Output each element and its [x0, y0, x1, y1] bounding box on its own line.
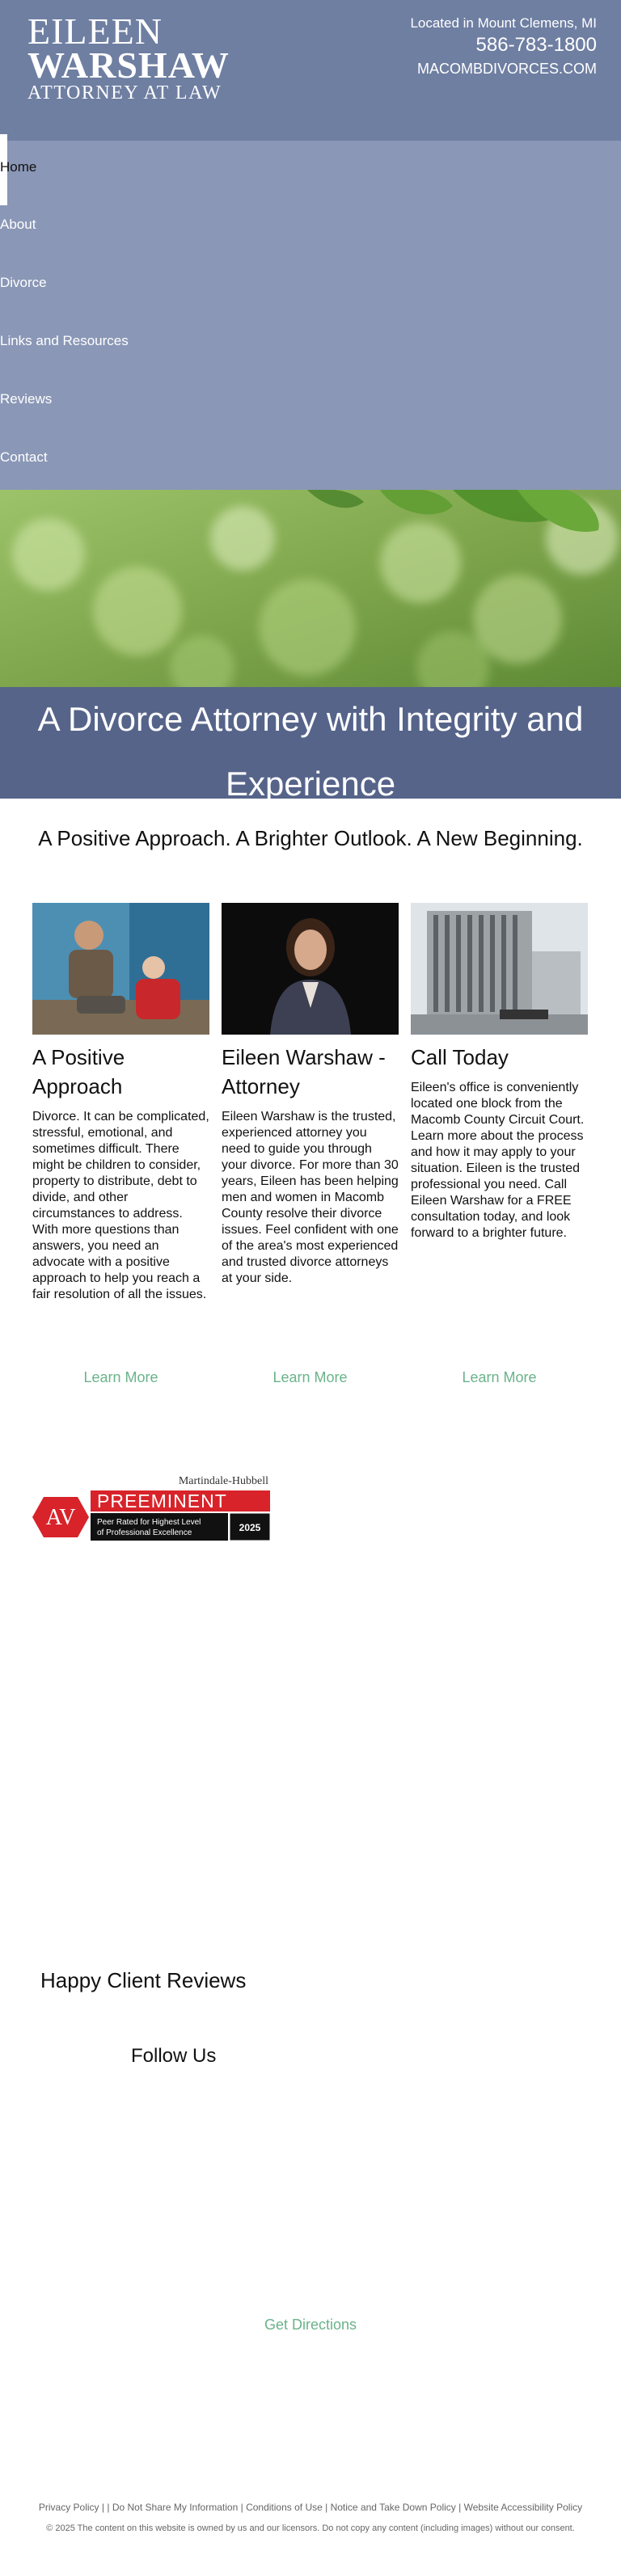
column-title: A Positive Approach [32, 1045, 125, 1098]
footer-links [0, 2502, 621, 2513]
site-header [0, 0, 621, 141]
nav-item-home[interactable]: Home [0, 159, 37, 175]
column-title: Call Today [411, 1045, 509, 1069]
badge-title: PREEMINENT [97, 1490, 227, 1511]
learn-more-call-link[interactable]: Learn More [462, 1369, 537, 1385]
badge-subtitle-2: of Professional Excellence [97, 1528, 192, 1537]
feature-column-approach [32, 903, 209, 1303]
get-directions-link[interactable]: Get Directions [264, 2317, 357, 2333]
logo-first-name: EILEEN [27, 11, 163, 52]
learn-more-approach-link[interactable]: Learn More [83, 1369, 158, 1385]
nav-item-reviews[interactable]: Reviews [0, 391, 53, 407]
badge-subtitle-1: Peer Rated for Highest Level [97, 1518, 201, 1527]
badge-brand: Martindale-Hubbell [178, 1475, 268, 1487]
accessibility-policy-link[interactable]: Website Accessibility Policy [463, 2502, 583, 2513]
website-link[interactable]: MACOMBDIVORCES.COM [416, 61, 597, 77]
office-location: Located in Mount Clemens, MI [410, 15, 597, 31]
column-title: Eileen Warshaw - Attorney [222, 1045, 386, 1098]
privacy-policy-link[interactable]: Privacy Policy [38, 2502, 99, 2513]
main-nav [0, 141, 621, 490]
follow-us-heading: Follow Us [131, 2045, 217, 2067]
father-and-son-photo [32, 903, 209, 1035]
reviews-heading: Happy Client Reviews [40, 1968, 247, 1992]
site-logo[interactable] [27, 11, 230, 103]
feature-column-call [411, 903, 588, 1242]
column-body: Eileen Warshaw is the trusted, experienced attorney you need to guide you through your divorce. For more than 30 years, Eileen has been helping men and women in Macomb County resolve their divorce issues. Feel confident with one of the area's most experienced and trusted divorce attorneys at your side. [222, 1110, 399, 1285]
page-title: A Divorce Attorney with Integrity and Experience [37, 700, 584, 803]
badge-year: 2025 [239, 1522, 261, 1533]
martindale-preeminent-badge[interactable] [32, 1473, 275, 1548]
footer-separator: | [101, 2502, 105, 2513]
copyright-notice: © 2025 The content on this website is owned by us and our licensors. Do not copy any content (including images) without our consent. [46, 2523, 575, 2533]
feature-column-attorney [222, 903, 399, 1287]
footer-separator: | [458, 2502, 462, 2513]
phone-link[interactable]: 586-783-1800 [475, 34, 597, 56]
badge-av: AV [45, 1505, 76, 1530]
footer-separator: | [325, 2502, 328, 2513]
attorney-portrait-photo [222, 903, 399, 1035]
footer-separator: | [107, 2502, 110, 2513]
nav-item-divorce[interactable]: Divorce [0, 275, 47, 290]
header-contact [410, 15, 597, 79]
logo-last-name: WARSHAW [27, 44, 230, 86]
column-body: Eileen's office is conveniently located one block from the Macomb County Circuit Court. Learn more about the process and how it may apply to your situation. Eileen is the trusted professional you need. Call Eileen Warshaw for a FREE consultation today, and look forward to a brighter future. [411, 1081, 585, 1240]
nav-item-contact[interactable]: Contact [0, 449, 48, 465]
column-body: Divorce. It can be complicated, stressful, emotional, and sometimes difficult. There might be children to consider, property to distribute, debt to divide, and other circumstances to address. With more questions than answers, you need an advocate with a positive approach to help you reach a fair resolution of all the issues. [32, 1110, 209, 1301]
conditions-of-use-link[interactable]: Conditions of Use [246, 2502, 323, 2513]
footer-separator: | [240, 2502, 243, 2513]
learn-more-attorney-link[interactable]: Learn More [272, 1369, 348, 1385]
tagline: A Positive Approach. A Brighter Outlook. A New Beginning. [38, 826, 583, 850]
do-not-share-link[interactable]: Do Not Share My Information [112, 2502, 239, 2513]
nav-item-about[interactable]: About [0, 217, 36, 232]
logo-subtitle: ATTORNEY AT LAW [27, 82, 222, 103]
notice-takedown-link[interactable]: Notice and Take Down Policy [330, 2502, 456, 2513]
hero-leaves-image [0, 490, 621, 687]
hero-banner [0, 687, 621, 803]
courthouse-photo [411, 903, 588, 1035]
nav-item-links-and-resources[interactable]: Links and Resources [0, 333, 129, 348]
